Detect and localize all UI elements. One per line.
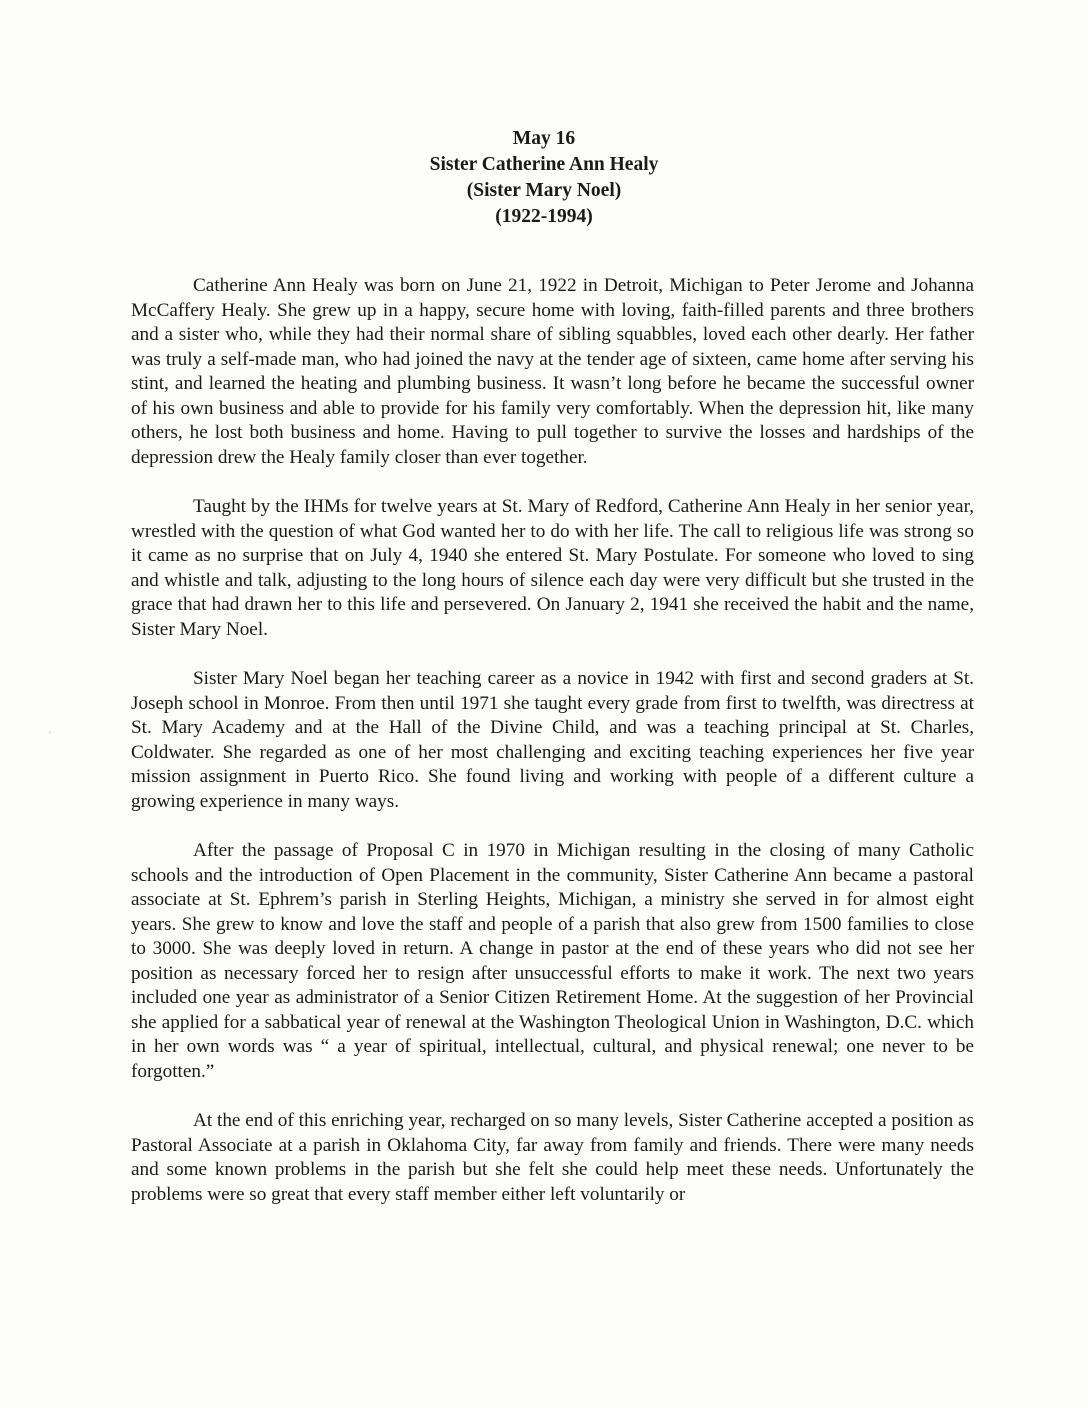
scan-speck: ˏ xyxy=(48,723,52,734)
header-date: May 16 xyxy=(512,128,576,149)
header-name: Sister Catherine Ann Healy xyxy=(429,154,659,175)
header-years: (1922-1994) xyxy=(495,206,593,227)
paragraph-teaching-career: Sister Mary Noel began her teaching career as a novice in 1942 with first and second graders at St. Joseph school in Monroe. From then until 1971 she taught every grade from first to twelfth, was directress at St. Mary Academy and at the Hall of the Divine Child, and was a teaching principal at St. Charles, Coldwater. She regarded as one of her most challenging and exciting teaching experiences her five year mission assignment in Puerto Rico. She found living and working with people of a different culture a growing experience in many ways. xyxy=(131,668,974,812)
paragraph-oklahoma: At the end of this enriching year, recharged on so many levels, Sister Catherine accepted a position as Pastoral Associate at a parish in Oklahoma City, far away from family and friends. There were many needs and some known problems in the parish but she felt she could help meet these needs. Unfortunately the problems were so great that every staff member either left voluntarily or xyxy=(131,1110,974,1205)
paragraph-vocation: Taught by the IHMs for twelve years at St. Mary of Redford, Catherine Ann Healy in her senior year, wrestled with the question of what God wanted her to do with her life. The call to religious life was strong so it came as no surprise that on July 4, 1940 she entered St. Mary Postulate. For someone who loved to sing and whistle and talk, adjusting to the long hours of silence each day were very difficult but she trusted in the grace that had drawn her to this life and persevered. On January 2, 1941 she received the habit and the name, Sister Mary Noel. xyxy=(131,496,974,640)
paragraph-pastoral-ministry: After the passage of Proposal C in 1970 in Michigan resulting in the closing of many Catholic schools and the introduction of Open Placement in the community, Sister Catherine Ann became a pastoral associate at St. Ephrem’s parish in Sterling Heights, Michigan, a ministry she served in for almost eight years. She grew to know and love the staff and people of a parish that also grew from 1500 families to close to 3000. She was deeply loved in return. A change in pastor at the end of these years who did not see her position as necessary forced her to resign after unsuccessful efforts to make it work. The next two years included one year as administrator of a Senior Citizen Retirement Home. At the suggestion of her Provincial she applied for a sabbatical year of renewal at the Washington Theological Union in Washington, D.C. which in her own words was “ a year of spiritual, intellectual, cultural, and physical renewal; one never to be forgotten.” xyxy=(131,840,974,1082)
header-religious-name: (Sister Mary Noel) xyxy=(466,180,622,201)
obituary-header xyxy=(0,126,1088,230)
paragraph-early-life: Catherine Ann Healy was born on June 21, 1922 in Detroit, Michigan to Peter Jerome and Johanna McCaffery Healy. She grew up in a happy, secure home with loving, faith-filled parents and three brothers and a sister who, while they had their normal share of sibling squabbles, loved each other dearly. Her father was truly a self-made man, who had joined the navy at the tender age of sixteen, came home after serving his stint, and learned the heating and plumbing business. It wasn’t long before he became the successful owner of his own business and able to provide for his family very comfortably. When the depression hit, like many others, he lost both business and home. Having to pull together to survive the losses and hardships of the depression drew the Healy family closer than ever together. xyxy=(131,275,974,468)
obituary-body xyxy=(131,274,974,1207)
